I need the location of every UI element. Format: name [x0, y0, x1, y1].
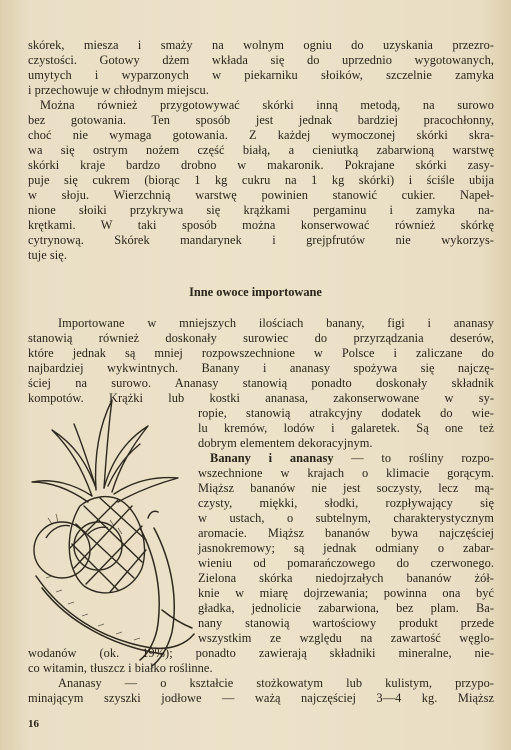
text-line: puje się cukrem (biorąc 1 kg cukru na 1 kg skórki) i ściśle ubija — [28, 173, 494, 187]
text-line: co witamin, tłuszcz i białko roślinne. — [28, 661, 213, 675]
text-line: jasnokremowy; są jednak odmiany o zabar- — [198, 541, 494, 555]
bold-run: Banany i ananasy — [210, 451, 334, 465]
text-line — [210, 451, 494, 466]
text-line: Ananasy — o kształcie stożkowatym lub kulistym, przypo- — [58, 676, 494, 690]
fruit-illustration — [22, 378, 202, 668]
text-line: skórki kraje bardzo drobno w makaronik. Pokrajane skórki zasy- — [28, 158, 494, 172]
text-run: — to rośliny rozpo- — [333, 451, 494, 465]
text-line: wszystkim ze względu na zawartość węglo- — [198, 631, 494, 645]
text-line: Importowane w mniejszych ilościach banany, figi i ananasy — [58, 316, 494, 330]
text-line: wa się ostrym nożem część białą, a cieniutką zabarwioną warstwę — [28, 143, 494, 157]
text-line: lu kremów, lodów i galaretek. Są one też — [198, 421, 494, 435]
text-line: bez gotowania. Ten sposób jest jednak bardziej pracochłonny, — [28, 113, 494, 127]
text-line: kompotów. Krążki lub kostki ananasa, zakonserwowane w sy- — [28, 391, 494, 405]
text-line: nany stanowią wartościowy produkt przede — [198, 616, 494, 630]
text-line: tuje się. — [28, 248, 67, 262]
page-number: 16 — [28, 718, 39, 730]
text-line: cytrynową. Skórek mandarynek i grejpfrutów nie wykorzys- — [28, 233, 494, 247]
text-line: krętkami. W taki sposób można konserwować również skórkę — [28, 218, 494, 232]
text-line: knie w miarę dojrzewania; powinna ona być — [198, 586, 494, 600]
text-line: najbardziej wykwintnych. Banany i ananasy spożywa się najczę- — [28, 361, 494, 375]
text-line: i przechowuje w chłodnym miejscu. — [28, 83, 209, 97]
text-line: ropie, stanowią atrakcyjny dodatek do wie- — [198, 406, 494, 420]
text-line: czysty, miękki, słodki, rozpływający się — [198, 496, 494, 510]
text-line: wodanów (ok. 19%); ponadto zawierają składniki mineralne, nie- — [28, 646, 494, 660]
text-line: Można również przygotowywać skórki inną metodą, na surowo — [40, 98, 494, 112]
text-line: aromacie. Miąższ bananów bywa najczęściej — [198, 526, 494, 540]
text-line: Zielona skórka niedojrzałych bananów żół- — [198, 571, 494, 585]
text-line: wszechnione w krajach o klimacie gorącym. — [198, 466, 494, 480]
text-line: choć nie wymaga gotowania. Z każdej wymoczonej skórki skra- — [28, 128, 494, 142]
text-line: stanowią również doskonały surowiec do przyrządzania deserów, — [28, 331, 494, 345]
text-line: czystości. Gotowy dżem wkłada się do uprzednio wygotowanych, — [28, 53, 494, 67]
text-line: w słoju. Wierzchnią warstwę powinien stanowić cukier. Napeł- — [28, 188, 494, 202]
text-line: które jednak są mniej rozpowszechnione w Polsce i zaliczane do — [28, 346, 494, 360]
text-line: gładka, jednolicie zabarwiona, bez plam. Ba- — [198, 601, 494, 615]
text-line: skórek, miesza i smaży na wolnym ogniu do uzyskania przezro- — [28, 38, 494, 52]
text-line: minającym szyszki jodłowe — ważą najczęściej 3—4 kg. Miąższ — [28, 691, 494, 705]
text-line: nione słoiki przykrywa się krążkami pergaminu i zamyka na- — [28, 203, 494, 217]
text-line: dobrym elementem dekoracyjnym. — [198, 436, 373, 450]
section-heading: Inne owoce importowane — [189, 285, 322, 299]
text-line: w ustach, o subtelnym, charakterystycznym — [198, 511, 494, 525]
text-line: ściej na surowo. Ananasy stanowią ponadto doskonały składnik — [28, 376, 494, 390]
text-line: umytych i wyparzonych w piekarniku słoików, szczelnie zamyka — [28, 68, 494, 82]
text-line: wieniu od pomarańczowego do czerwonego. — [198, 556, 494, 570]
text-line: Miąższ bananów nie jest soczysty, lecz mą- — [198, 481, 494, 495]
